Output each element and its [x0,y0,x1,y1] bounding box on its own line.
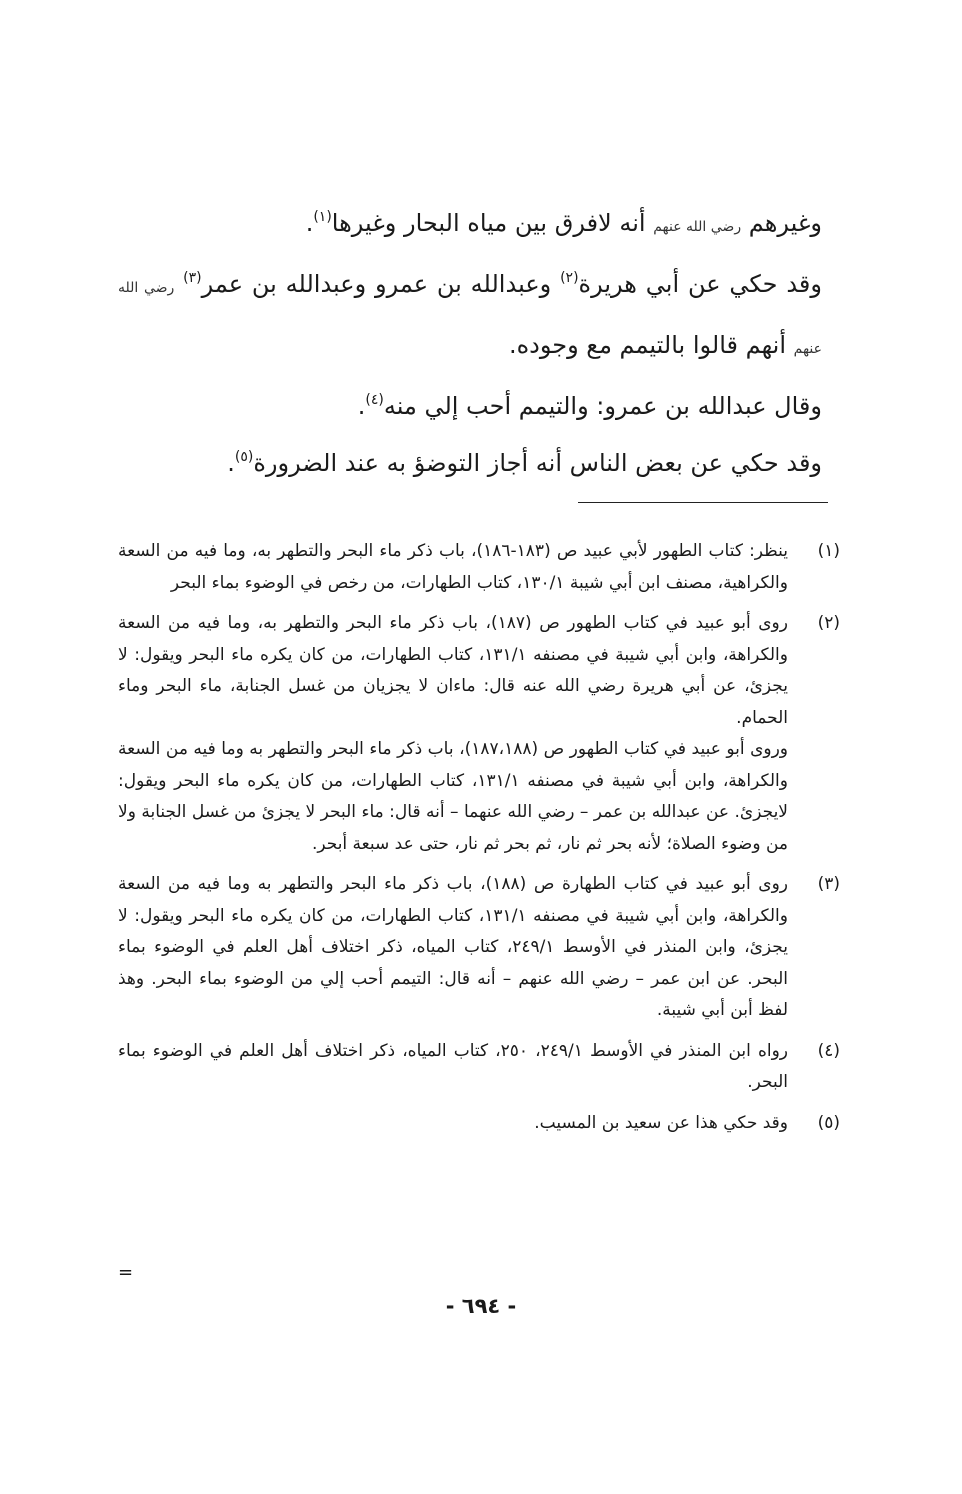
main-text [118,195,840,492]
footnote-4 [118,1036,840,1099]
footnote-paragraph: روى أبو عبيد في كتاب الطهور ص (١٨٧)، باب ذكر ماء البحر والتطهر به، وما فيه من السعة والكراهة، وابن أبي شيبة في مصنفه ١٣١/١، كتاب الطهارات، من كان يكره ماء البحر ويقول: لا يجزئ، عن أبي هريرة رضي الله عنه قال: ماءان لا يجزيان من غسل الجنابة، ماء البحر وماء الحمام. [118,613,788,728]
main-line-4 [118,435,840,492]
footnote-body [118,536,788,599]
footnote-number: (٢) [817,613,840,633]
page-number: - ٦٩٤ - [445,1294,517,1318]
footnote-5 [118,1108,840,1140]
honorific-mark: رضي الله عنهم [118,280,822,357]
main-line-4-text: وقد حكي عن بعض الناس أنه أجاز التوضؤ به عند الضرورة [253,449,822,477]
main-line-3-end: . [357,392,366,420]
main-line-3 [118,378,840,435]
main-line-1-text: وغيرهم [748,209,822,237]
main-line-1-end: . [305,209,314,237]
footnote-number: (٣) [817,874,840,894]
footnote-body [118,1108,788,1140]
footnote-number: (١) [817,541,840,561]
main-line-3-text: وقال عبدالله بن عمرو: والتيمم أحب إلي منه [383,392,822,420]
main-line-1-text2: أنه لافرق بين مياه البحار وغيرها [331,209,646,237]
footnote-paragraph: ينظر: كتاب الطهور لأبي عبيد ص (١٨٣-١٨٦)، باب ذكر ماء البحر والتطهر به، وما فيه من السعة والكراهية، مصنف ابن أبي شيبة ١٣٠/١، كتاب الطهارات، من رخص في الوضوء بماء البحر [118,541,788,593]
footnote-1 [118,536,840,599]
main-line-2-text: وقد حكي عن أبي هريرة [578,270,822,298]
footnote-paragraph: رواه ابن المنذر في الأوسط ٢٤٩/١، ٢٥٠، كتاب المياه، ذكر اختلاف أهل العلم في الوضوء بماء البحر. [118,1040,789,1092]
footnote-body [118,608,788,860]
footnote-3 [118,869,840,1027]
main-line-4-end: . [227,449,235,477]
footnote-2 [118,608,840,860]
footnote-ref-2: (٢) [560,270,579,286]
honorific-mark: رضي الله عنهم [653,219,742,235]
footnote-body [118,1036,788,1099]
footnote-paragraph: روى أبو عبيد في كتاب الطهارة ص (١٨٨)، باب ذكر ماء البحر والتطهر به وما فيه من السعة والكراهة، وابن أبي شيبة في مصنفه ١٣١/١، كتاب الطهارات، من كان يكره ماء البحر ويقول: لا يجزئ، وابن المنذر في الأوسط ٢٤٩/١، كتاب المياه، ذكر اختلاف أهل العلم في الوضوء بماء البحر. عن ابن عمر – رضي الله عنهم – أنه قال: التيمم أحب إلي من الوضوء بماء البحر. وهذ لفظ أبن أبي شيبة. [118,874,789,1020]
footnote-ref-5: (٥) [234,449,254,465]
footnote-body [118,869,788,1027]
footnote-ref-4: (٤) [365,392,384,408]
continuation-mark: = [118,1262,134,1283]
main-line-2-text3: أنهم قالوا بالتيمم مع وجوده. [508,331,786,359]
main-line-1 [118,195,840,256]
footnote-number: (٤) [817,1040,840,1061]
footnote-number: (٥) [817,1112,840,1133]
footnotes [118,536,840,1148]
footnote-divider [578,502,828,503]
footnote-ref-1: (١) [313,209,332,225]
footnote-paragraph: وروى أبو عبيد في كتاب الطهور ص (١٨٧،١٨٨)، باب ذكر ماء البحر والتطهر به وما فيه من السعة والكراهة، وابن أبي شيبة في مصنفه ١٣١/١، كتاب الطهارات، من كان يكره ماء البحر ويقول: لايجزئ. عن عبدالله بن عمر – رضي الله عنهما – أنه قال: ماء البحر لا يجزئ من غسل الجنابة ولا من وضوء الصلاة؛ لأنه بحر ثم نار، ثم بحر ثم نار، حتى عد سبعة أبحر. [118,739,789,854]
footnote-paragraph: وقد حكي هذا عن سعيد بن المسيب. [534,1112,788,1133]
main-line-2-text2: وعبدالله بن عمرو وعبدالله بن عمر [201,270,552,298]
main-line-2 [118,256,840,378]
footnote-ref-3: (٣) [183,270,202,286]
